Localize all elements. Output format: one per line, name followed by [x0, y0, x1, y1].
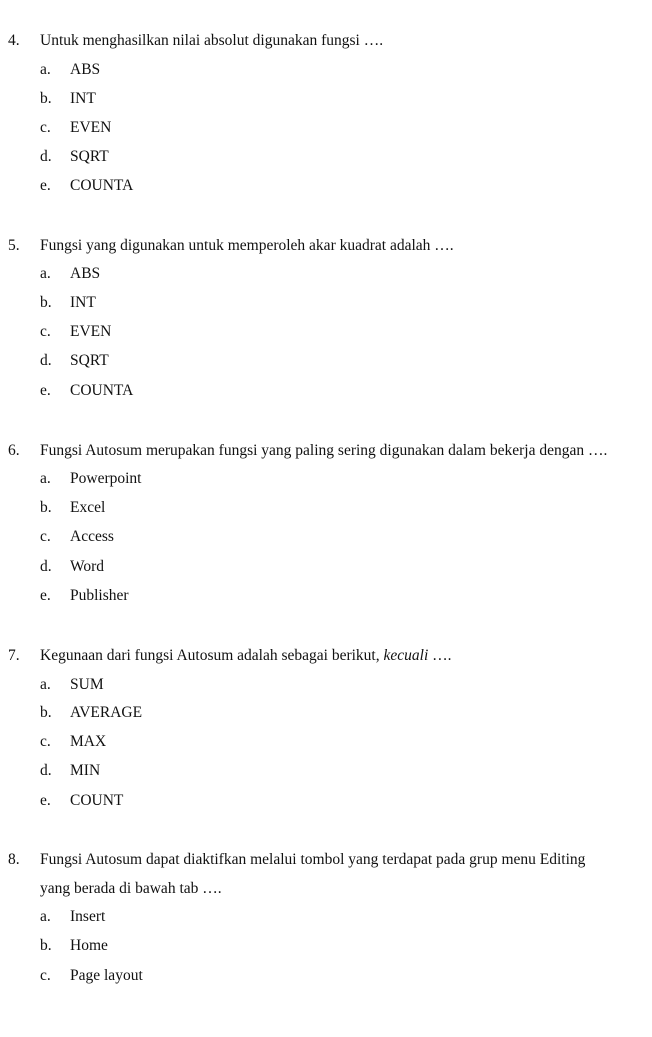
- option-letter: d.: [40, 352, 52, 369]
- option-b[interactable]: [0, 704, 400, 726]
- question-text-main: Fungsi Autosum dapat diaktifkan melalui tombol yang terdapat pada grup menu Editing: [40, 851, 586, 868]
- option-letter: b.: [40, 937, 52, 954]
- question-text-main: Kegunaan dari fungsi Autosum adalah sebagai berikut,: [40, 647, 380, 664]
- option-letter: b.: [40, 704, 52, 721]
- option-letter: a.: [40, 265, 51, 282]
- option-letter: e.: [40, 792, 51, 809]
- question-text: [40, 647, 452, 665]
- option-text: ABS: [70, 265, 101, 282]
- option-text: Home: [70, 937, 108, 954]
- option-c[interactable]: [0, 733, 400, 755]
- option-text: INT: [70, 294, 96, 311]
- question-text: [40, 851, 585, 869]
- option-a[interactable]: [0, 61, 400, 83]
- question-8: [0, 851, 652, 873]
- option-e[interactable]: [0, 792, 400, 814]
- option-a[interactable]: [0, 908, 400, 930]
- question-number: 4.: [8, 32, 20, 49]
- question-4: [0, 32, 652, 54]
- option-text: ABS: [70, 61, 101, 78]
- option-c[interactable]: [0, 967, 400, 989]
- option-d[interactable]: [0, 762, 400, 784]
- option-text: INT: [70, 90, 96, 107]
- option-letter: e.: [40, 587, 51, 604]
- option-letter: b.: [40, 499, 52, 516]
- question-number: 6.: [8, 442, 20, 459]
- option-text: Access: [70, 528, 114, 545]
- option-text: MAX: [70, 733, 107, 750]
- question-text: [40, 442, 607, 460]
- option-c[interactable]: [0, 119, 400, 141]
- option-text: Excel: [70, 499, 106, 516]
- option-b[interactable]: [0, 294, 400, 316]
- option-letter: a.: [40, 908, 51, 925]
- option-a[interactable]: [0, 676, 400, 698]
- option-text: Word: [70, 558, 105, 575]
- option-text: COUNTA: [70, 177, 134, 194]
- option-b[interactable]: [0, 499, 400, 521]
- question-number: 5.: [8, 237, 20, 254]
- option-d[interactable]: [0, 352, 400, 374]
- option-letter: c.: [40, 733, 51, 750]
- option-b[interactable]: [0, 90, 400, 112]
- option-letter: c.: [40, 323, 51, 340]
- question-7: [0, 647, 652, 669]
- question-number: 7.: [8, 647, 20, 664]
- option-letter: b.: [40, 90, 52, 107]
- question-text-line2: [0, 880, 652, 902]
- option-text: Powerpoint: [70, 470, 142, 487]
- question-text: [40, 237, 454, 255]
- question-6: [0, 442, 652, 464]
- option-text: COUNT: [70, 792, 124, 809]
- option-letter: d.: [40, 558, 52, 575]
- option-letter: c.: [40, 967, 51, 984]
- question-text-main: Fungsi yang digunakan untuk memperoleh akar kuadrat adalah ….: [40, 237, 454, 254]
- option-letter: a.: [40, 676, 51, 693]
- option-letter: c.: [40, 119, 51, 136]
- question-text-continued: yang berada di bawah tab ….: [40, 880, 222, 897]
- option-text: MIN: [70, 762, 101, 779]
- option-text: EVEN: [70, 119, 112, 136]
- question-text-main: Fungsi Autosum merupakan fungsi yang paling sering digunakan dalam bekerja dengan ….: [40, 442, 608, 459]
- option-c[interactable]: [0, 323, 400, 345]
- option-text: EVEN: [70, 323, 112, 340]
- option-text: SUM: [70, 676, 104, 693]
- option-letter: a.: [40, 470, 51, 487]
- option-a[interactable]: [0, 265, 400, 287]
- option-letter: e.: [40, 177, 51, 194]
- question-text-italic: kecuali: [383, 647, 429, 664]
- question-text-end: ….: [432, 647, 452, 664]
- option-e[interactable]: [0, 587, 400, 609]
- question-text: [40, 32, 383, 50]
- option-c[interactable]: [0, 528, 400, 550]
- option-e[interactable]: [0, 382, 400, 404]
- option-text: AVERAGE: [70, 704, 143, 721]
- question-5: [0, 237, 652, 259]
- option-letter: c.: [40, 528, 51, 545]
- option-text: SQRT: [70, 148, 109, 165]
- option-d[interactable]: [0, 558, 400, 580]
- option-letter: b.: [40, 294, 52, 311]
- option-letter: a.: [40, 61, 51, 78]
- option-letter: d.: [40, 148, 52, 165]
- option-text: Page layout: [70, 967, 143, 984]
- option-text: Publisher: [70, 587, 129, 604]
- option-letter: d.: [40, 762, 52, 779]
- option-text: Insert: [70, 908, 106, 925]
- option-letter: e.: [40, 382, 51, 399]
- option-a[interactable]: [0, 470, 400, 492]
- question-number: 8.: [8, 851, 20, 868]
- question-text-main: Untuk menghasilkan nilai absolut digunakan fungsi ….: [40, 32, 384, 49]
- option-text: SQRT: [70, 352, 109, 369]
- option-e[interactable]: [0, 177, 400, 199]
- option-d[interactable]: [0, 148, 400, 170]
- option-b[interactable]: [0, 937, 400, 959]
- option-text: COUNTA: [70, 382, 134, 399]
